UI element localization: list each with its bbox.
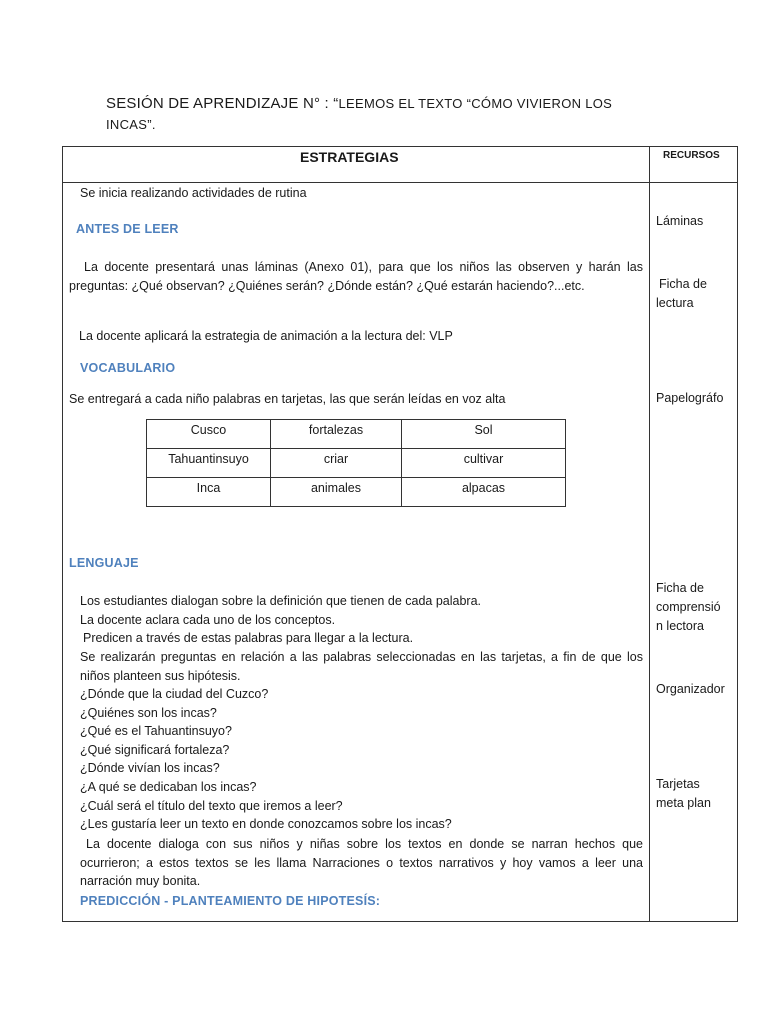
column-header-strategies: ESTRATEGIAS [300, 149, 399, 165]
list-item: ¿Qué es el Tahuantinsuyo? [80, 724, 232, 739]
column-divider [649, 146, 650, 922]
list-item: ¿Dónde vivían los incas? [80, 761, 220, 776]
lenguaje-line-4: Se realizarán preguntas en relación a las palabras seleccionadas en las tarjetas, a fin de que los niños planteen sus hipótesis. [80, 650, 643, 683]
lenguaje-line-5: La docente dialoga con sus niños y niñas sobre los textos en donde se narran hechos que ocurrieron; a estos textos se les llama Narraciones o textos narrativos y hoy vamos a leer una narración muy bonita. [80, 837, 643, 889]
resource-tarjetas-2: meta plan [656, 796, 711, 810]
header-divider [62, 182, 738, 183]
word-cell: criar [271, 449, 402, 478]
resource-ficha-lectura-1: Ficha de [659, 277, 707, 291]
lenguaje-line-2: La docente aclara cada uno de los conceptos. [80, 613, 336, 627]
list-item: ¿Cuál será el título del texto que iremos a leer? [80, 798, 343, 813]
word-cell: cultivar [402, 449, 566, 478]
antes-de-leer-heading: ANTES DE LEER [76, 222, 179, 236]
table-row [147, 420, 566, 449]
vocabulario-text: Se entregará a cada niño palabras en tarjetas, las que serán leídas en voz alta [69, 392, 506, 406]
session-title [106, 93, 686, 135]
resource-ficha-comprension-1: Ficha de [656, 581, 704, 595]
word-cell: alpacas [402, 478, 566, 507]
word-cell: Sol [402, 420, 566, 449]
lenguaje-line-1: Los estudiantes dialogan sobre la definición que tienen de cada palabra. [80, 594, 481, 608]
list-item: ¿Dónde que la ciudad del Cuzco? [80, 687, 269, 701]
word-cell: animales [271, 478, 402, 507]
column-header-resources: RECURSOS [663, 150, 720, 161]
title-lead: SESIÓN DE APRENDIZAJE N° : “ [106, 95, 339, 112]
antes-paragraph: La docente presentará unas láminas (Anexo 01), para que los niños las observen y harán las preguntas: ¿Qué observan? ¿Quiénes serán? ¿Dónde están? ¿Qué estarán haciendo?...etc. [69, 260, 643, 293]
lenguaje-line-3: Predicen a través de estas palabras para llegar a la lectura. [83, 631, 414, 645]
animacion-text: La docente aplicará la estrategia de animación a la lectura del: VLP [79, 329, 453, 343]
lenguaje-heading: LENGUAJE [69, 556, 139, 570]
word-cards-table [146, 419, 566, 507]
resource-laminas: Láminas [656, 214, 704, 228]
word-cell: Tahuantinsuyo [147, 449, 271, 478]
title-line2: INCAS”. [106, 117, 156, 132]
resource-ficha-comprension-3: n lectora [656, 619, 704, 633]
prediccion-heading: PREDICCIÓN - PLANTEAMIENTO DE HIPOTESÍS: [80, 894, 381, 908]
question-list [80, 685, 452, 834]
word-cell: Cusco [147, 420, 271, 449]
resource-papelografo: Papelográfo [656, 391, 724, 405]
list-item: ¿A qué se dedicaban los incas? [80, 779, 257, 794]
list-item: ¿Qué significará fortaleza? [80, 742, 230, 757]
resource-ficha-comprension-2: comprensió [656, 600, 721, 614]
list-item: ¿Les gustaría leer un texto en donde conozcamos sobre los incas? [80, 817, 452, 832]
resource-ficha-lectura-2: lectura [656, 296, 694, 310]
resource-organizador: Organizador [656, 682, 725, 696]
word-cell: fortalezas [271, 420, 402, 449]
table-row [147, 478, 566, 507]
vocabulario-heading: VOCABULARIO [80, 361, 176, 375]
resource-tarjetas-1: Tarjetas [656, 777, 700, 791]
list-item: ¿Quiénes son los incas? [80, 705, 217, 720]
intro-text: Se inicia realizando actividades de rutina [80, 186, 307, 200]
word-cell: Inca [147, 478, 271, 507]
title-rest: LEEMOS EL TEXTO “CÓMO VIVIERON LOS [338, 96, 613, 111]
table-row [147, 449, 566, 478]
